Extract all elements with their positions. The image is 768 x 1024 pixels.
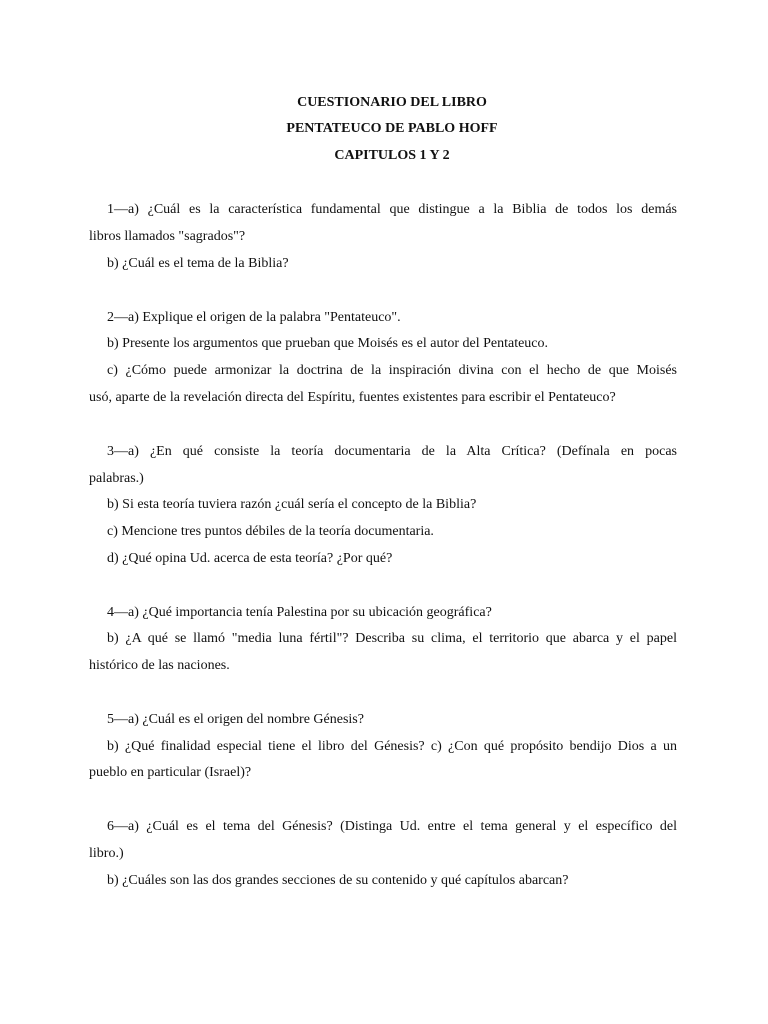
question-3b: b) Si esta teoría tuviera razón ¿cuál sería el concepto de la Biblia?: [107, 497, 477, 512]
question-2a: 2—a) Explique el origen de la palabra "Pentateuco".: [107, 310, 401, 325]
question-5b-line-1: b) ¿Qué finalidad especial tiene el libro del Génesis? c) ¿Con qué propósito bendijo Dios a un: [107, 739, 677, 754]
question-6a-line-1: 6—a) ¿Cuál es el tema del Génesis? (Distinga Ud. entre el tema general y el específico del: [107, 819, 677, 834]
question-6b: b) ¿Cuáles son las dos grandes secciones de su contenido y qué capítulos abarcan?: [107, 873, 569, 888]
question-2b: b) Presente los argumentos que prueban que Moisés es el autor del Pentateuco.: [107, 336, 549, 351]
question-3c: c) Mencione tres puntos débiles de la teoría documentaria.: [107, 524, 434, 539]
question-4b-line-2: histórico de las naciones.: [89, 658, 230, 673]
question-1a-line-2: libros llamados "sagrados"?: [89, 229, 246, 244]
question-6a-line-2: libro.): [89, 846, 124, 861]
question-2c-line-1: c) ¿Cómo puede armonizar la doctrina de la inspiración divina con el hecho de que Moisés: [107, 363, 677, 378]
document-title-line-2: PENTATEUCO DE PABLO HOFF: [286, 121, 498, 136]
question-1b: b) ¿Cuál es el tema de la Biblia?: [107, 256, 289, 271]
question-2c-line-2: usó, aparte de la revelación directa del Espíritu, fuentes existentes para escribir el Pentateuco?: [89, 390, 616, 405]
question-3a-line-1: 3—a) ¿En qué consiste la teoría documentaria de la Alta Crítica? (Defínala en pocas: [107, 444, 677, 459]
document-title-line-1: CUESTIONARIO DEL LIBRO: [297, 95, 487, 110]
question-4a: 4—a) ¿Qué importancia tenía Palestina por su ubicación geográfica?: [107, 605, 492, 620]
question-1a-line-1: 1—a) ¿Cuál es la característica fundamental que distingue a la Biblia de todos los demás: [107, 202, 677, 217]
question-4b-line-1: b) ¿A qué se llamó "media luna fértil"? Describa su clima, el territorio que abarca y el papel: [107, 631, 677, 646]
document-title-line-3: CAPITULOS 1 Y 2: [334, 148, 450, 163]
question-3a-line-2: palabras.): [89, 471, 144, 486]
question-3d: d) ¿Qué opina Ud. acerca de esta teoría? ¿Por qué?: [107, 551, 393, 566]
question-5a: 5—a) ¿Cuál es el origen del nombre Génesis?: [107, 712, 364, 727]
question-5b-line-2: pueblo en particular (Israel)?: [89, 765, 252, 780]
